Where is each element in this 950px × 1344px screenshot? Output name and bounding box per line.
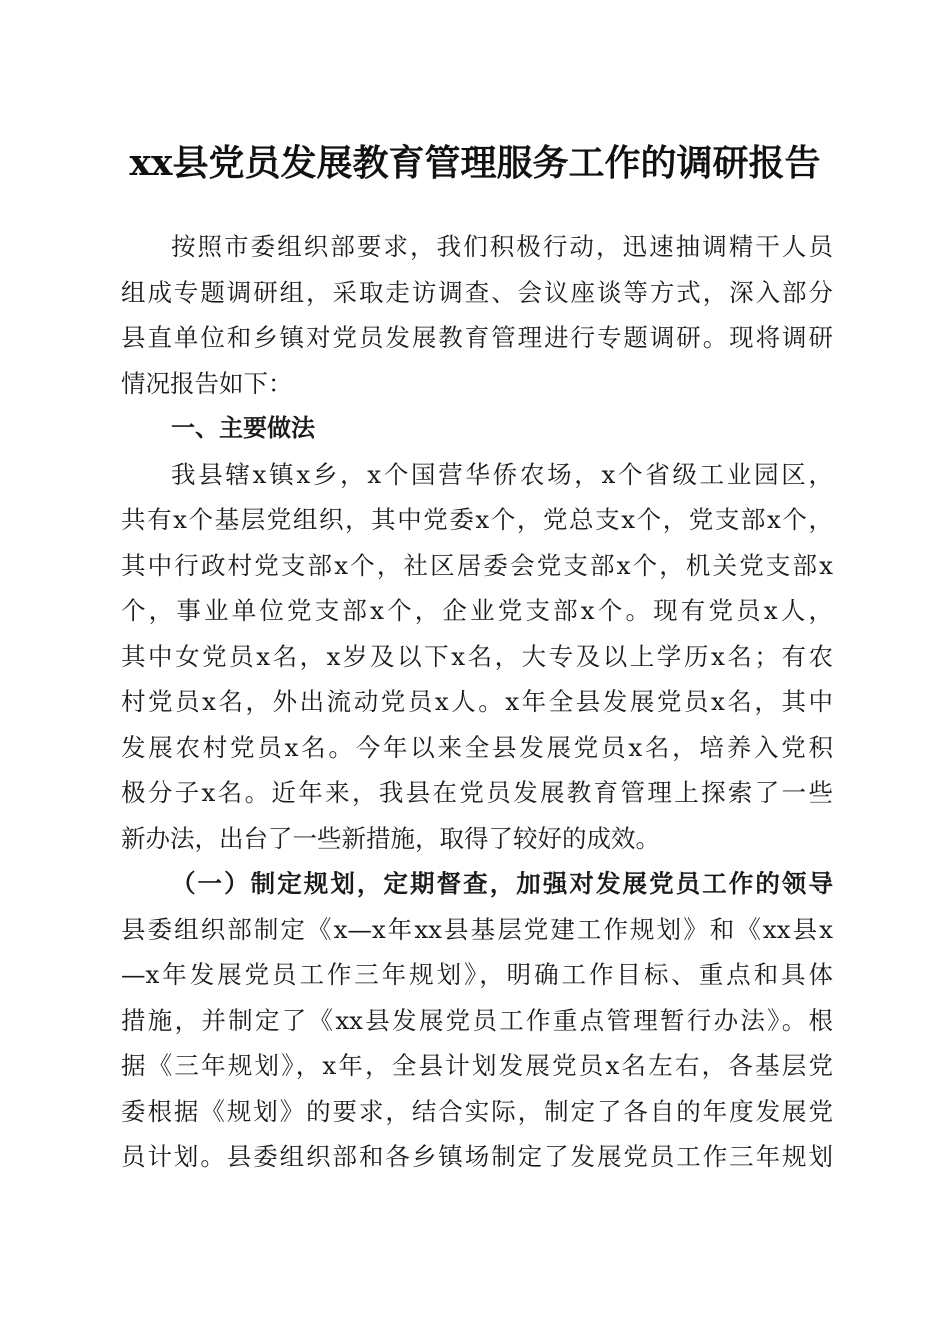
text-line: 委根据《规划》的要求，结合实际，制定了各自的年度发展党 <box>121 1096 833 1126</box>
text-line: 县直单位和乡镇对党员发展教育管理进行专题调研。现将调研 <box>121 323 833 352</box>
text-line: 其中行政村党支部x个，社区居委会党支部x个，机关党支部x <box>121 550 833 580</box>
text-line: 共有x个基层党组织，其中党委x个，党总支x个，党支部x个， <box>121 505 833 534</box>
overview-paragraph <box>121 452 833 862</box>
text-line: 我县辖x镇x乡，x个国营华侨农场，x个省级工业园区， <box>171 459 833 489</box>
document-body <box>121 224 833 1180</box>
text-line: 发展农村党员x名。今年以来全县发展党员x名，培养入党积 <box>121 732 833 762</box>
text-line: 据《三年规划》，x年，全县计划发展党员x名左右，各基层党 <box>121 1051 833 1080</box>
text-line: —x年发展党员工作三年规划》，明确工作目标、重点和具体 <box>121 960 833 989</box>
document-title: xx县党员发展教育管理服务工作的调研报告 <box>129 142 821 184</box>
subheading-text: （一）制定规划，定期督查，加强对发展党员工作的领导 <box>171 869 833 898</box>
intro-paragraph <box>121 224 833 406</box>
text-line: 组成专题调研组，采取走访调查、会议座谈等方式，深入部分 <box>121 277 833 307</box>
subsection-heading <box>121 861 833 907</box>
text-line: 新办法，出台了一些新措施，取得了较好的成效。 <box>121 823 660 853</box>
text-line: 情况报告如下： <box>121 368 293 398</box>
text-line: 极分子x名。近年来，我县在党员发展教育管理上探索了一些 <box>121 778 833 807</box>
text-line: 其中女党员x名，x岁及以下x名，大专及以上学历x名；有农 <box>121 641 833 671</box>
text-line: 措施，并制定了《xx县发展党员工作重点管理暂行办法》。根 <box>121 1005 833 1035</box>
text-line: 县委组织部制定《x—x年xx县基层党建工作规划》和《xx县x <box>121 914 833 944</box>
section-heading <box>121 406 833 452</box>
text-line: 员计划。县委组织部和各乡镇场制定了发展党员工作三年规划 <box>121 1142 833 1171</box>
heading-text: 一、主要做法 <box>171 414 315 442</box>
text-line: 按照市委组织部要求，我们积极行动，迅速抽调精干人员 <box>171 232 833 261</box>
planning-paragraph <box>121 907 833 1180</box>
text-line: 村党员x名，外出流动党员x人。x年全县发展党员x名，其中 <box>121 687 833 716</box>
text-line: 个，事业单位党支部x个，企业党支部x个。现有党员x人， <box>121 596 833 625</box>
